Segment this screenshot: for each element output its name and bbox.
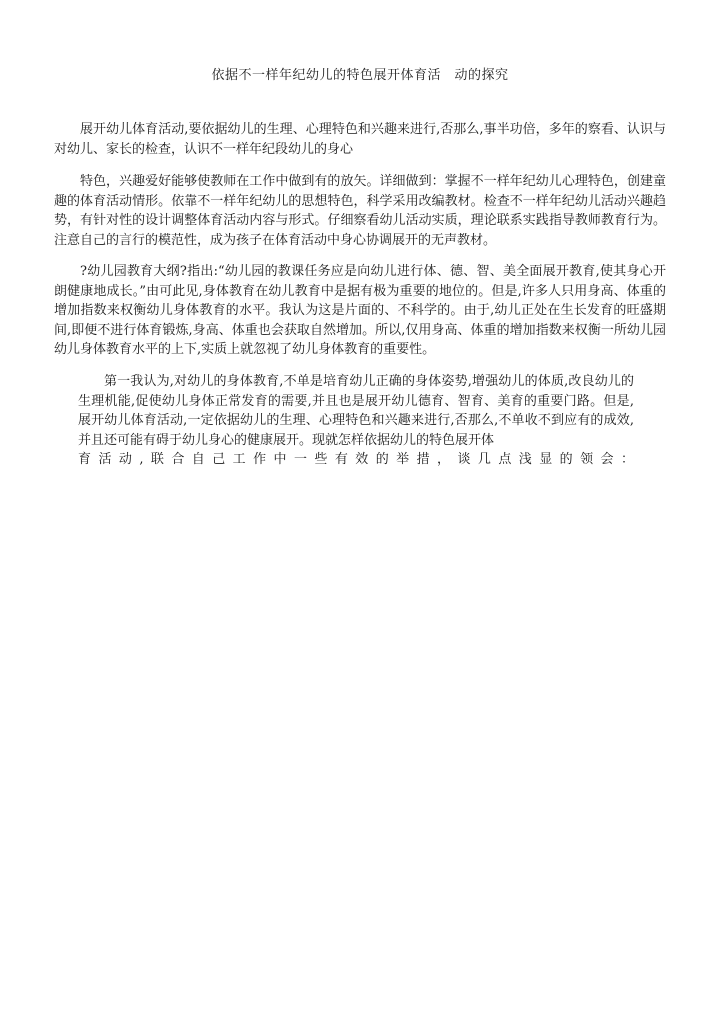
document-title: 依据不一样年纪幼儿的特色展开体育活 动的探究 [211, 68, 509, 83]
paragraph-4 [78, 372, 634, 470]
paragraph-2: 特色，兴趣爱好能够使教师在工作中做到有的放矢。详细做到：掌握不一样年纪幼儿心理特色，创建童趣的体育活动情形。依靠不一样年纪幼儿的思想特色，科学采用改编教材。检查不一样年纪幼儿活动兴趣趋势，有针对性的设计调整体育活动内容与形式。仔细察看幼儿活动实质，理论联系实践指导教师教育行为。注意自己的言行的模范性，成为孩子在体育活动中身心协调展开的无声教材。 [54, 174, 666, 248]
paragraph-4-last-line: 育活动,联合自己工作中一些有效的举措，谈几点浅显的领会： [78, 452, 634, 467]
paragraph-4-body: 第一我认为,对幼儿的身体教育,不单是培育幼儿正确的身体姿势,增强幼儿的体质,改良幼儿的生理机能,促使幼儿身体正常发育的需要,并且也是展开幼儿德育、智育、美育的重要门路。但是,展开幼儿体育活动,一定依据幼儿的生理、心理特色和兴趣来进行,否那么,不单收不到应有的成效,并且还可能有碍于幼儿身心的健康展开。现就怎样依据幼儿的特色展开体 [78, 374, 634, 448]
paragraph-1: 展开幼儿体育活动,要依据幼儿的生理、心理特色和兴趣来进行,否那么,事半功倍，多年的察看、认识与对幼儿、家长的检查，认识不一样年纪段幼儿的身心 [54, 122, 666, 157]
paragraph-3: ?幼儿园教育大纲?指出:“幼儿园的教课任务应是向幼儿进行体、德、智、美全面展开教育,使其身心开朗健康地成长。”由可此见,身体教育在幼儿教育中是据有极为重要的地位的。但是,许多人只用身高、体重的增加指数来权衡幼儿身体教育的水平。我认为这是片面的、不科学的。由于,幼儿正处在生长发育的旺盛期间,即便不进行体育锻炼,身高、体重也会获取自然增加。所以,仅用身高、体重的增加指数来权衡一所幼儿园幼儿身体教育水平的上下,实质上就忽视了幼儿身体教育的重要性。 [54, 264, 666, 357]
